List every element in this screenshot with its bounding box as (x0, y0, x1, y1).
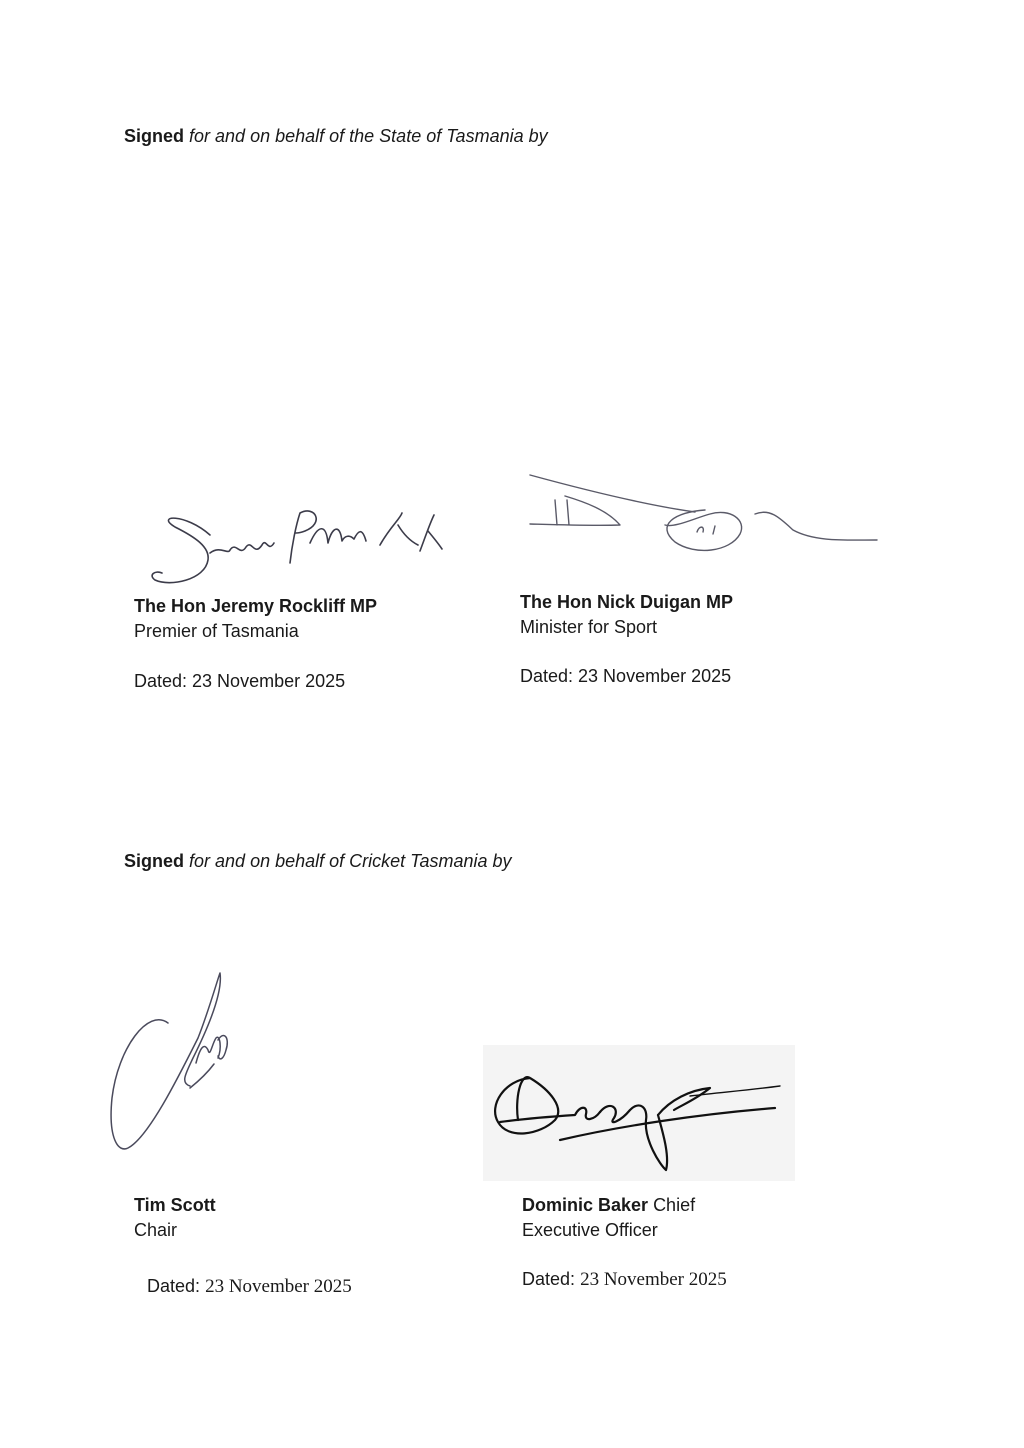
signatory-name: Tim Scott (134, 1195, 216, 1215)
dated-rockliff: Dated: 23 November 2025 (134, 671, 346, 691)
signatory-role-line2: Executive Officer (522, 1220, 658, 1240)
signatory-role: Chair (134, 1220, 178, 1240)
heading-bold: Signed (124, 126, 185, 146)
signatory-scott (134, 1193, 216, 1243)
dated-label: Dated: (522, 1269, 576, 1289)
dated-scott (147, 1276, 352, 1298)
signatory-duigan (520, 590, 733, 640)
signature-scott (108, 968, 238, 1158)
signatory-role: Premier of Tasmania (134, 621, 299, 641)
signature-baker (490, 1060, 790, 1175)
dated-duigan: Dated: 23 November 2025 (520, 666, 732, 686)
signatory-role: Minister for Sport (520, 617, 658, 637)
dated-baker (522, 1269, 727, 1291)
state-signing-heading (124, 126, 548, 147)
signatory-role-line1: Chief (653, 1195, 696, 1215)
dated-label: Dated: (147, 1276, 201, 1296)
signature-duigan (525, 470, 885, 560)
signatory-name: Dominic Baker (522, 1195, 649, 1215)
heading-bold: Signed (124, 851, 185, 871)
signatory-name: The Hon Nick Duigan MP (520, 592, 734, 612)
dated-value: 23 November 2025 (205, 1276, 352, 1297)
signatory-baker (522, 1193, 695, 1243)
signatory-rockliff (134, 594, 377, 644)
heading-italic: for and on behalf of the State of Tasmania by (189, 126, 548, 146)
cricket-signing-heading (124, 851, 512, 872)
dated-value: 23 November 2025 (580, 1269, 727, 1290)
signature-rockliff (150, 505, 450, 590)
signatory-name: The Hon Jeremy Rockliff MP (134, 596, 378, 616)
heading-italic: for and on behalf of Cricket Tasmania by (189, 851, 512, 871)
